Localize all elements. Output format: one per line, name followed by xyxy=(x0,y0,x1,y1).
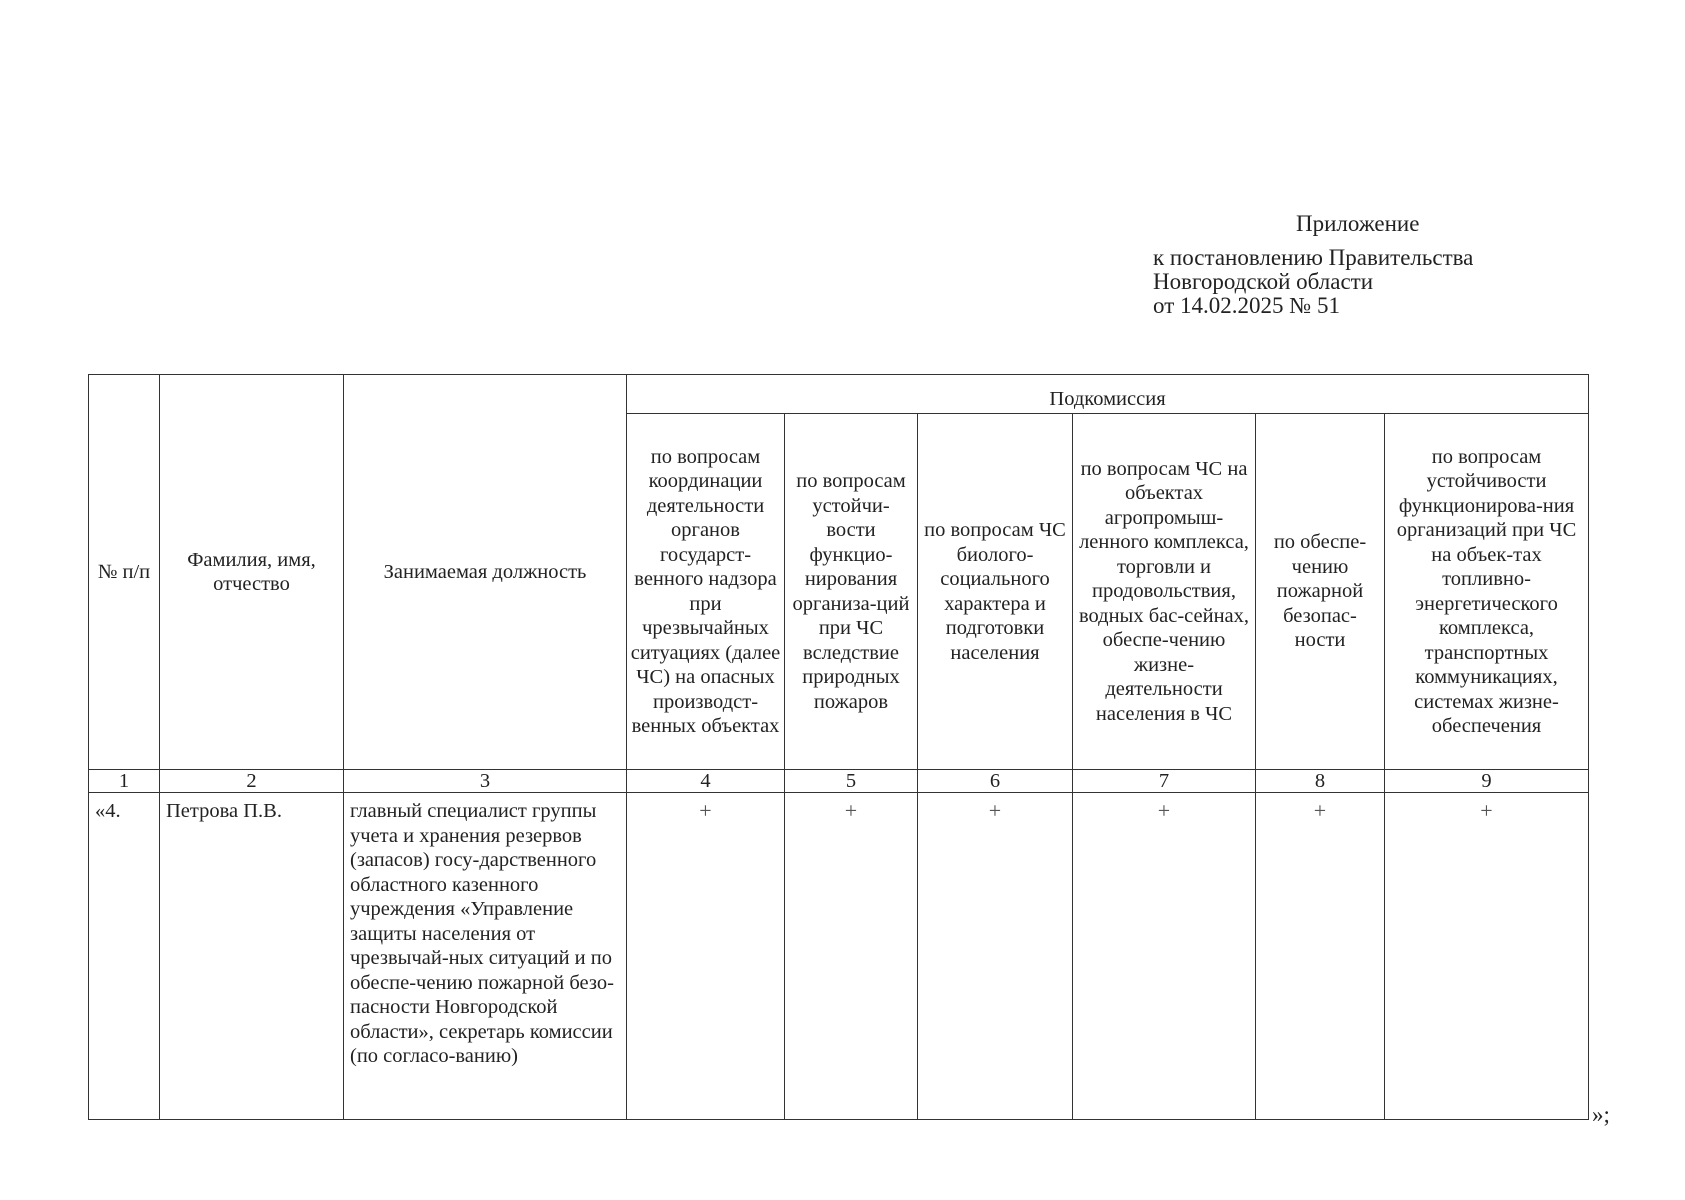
membership-mark: + xyxy=(988,798,1002,823)
column-number: 9 xyxy=(1385,770,1589,793)
membership-mark: + xyxy=(1157,798,1171,823)
column-number: 6 xyxy=(918,770,1073,793)
membership-mark: + xyxy=(1480,798,1493,823)
header-sub-8: по обеспе-чению пожарной безопас-ности xyxy=(1256,414,1385,770)
membership-mark: + xyxy=(699,798,712,823)
header-sub-5: по вопросам устойчи-вости функцио-нирования организа-ций при ЧС вследствие природных пожаров xyxy=(785,414,918,770)
commission-table xyxy=(88,374,1589,1120)
row-num: «4. xyxy=(89,793,160,1120)
header-name: Фамилия, имя, отчество xyxy=(160,375,344,770)
appendix-header xyxy=(1153,212,1473,318)
appendix-line-3: от 14.02.2025 № 51 xyxy=(1153,293,1340,318)
membership-mark: + xyxy=(844,798,858,823)
column-number: 7 xyxy=(1073,770,1256,793)
header-subcommission: Подкомиссия xyxy=(627,375,1589,414)
row-position: главный специалист группы учета и хранения резервов (запасов) госу-дарственного областного казенного учреждения «Управление защиты населения от чрезвычай-ных ситуаций и по обеспе-чению пожарной безо-пасности Новгородской области», секретарь комиссии (по согласо-ванию) xyxy=(344,793,627,1120)
column-number: 1 xyxy=(89,770,160,793)
header-sub-7: по вопросам ЧС на объектах агропромыш-ленного комплекса, торговли и продовольствия, водных бас-сейнах, обеспе-чению жизне-деятельности населения в ЧС xyxy=(1073,414,1256,770)
column-number: 5 xyxy=(785,770,918,793)
row-name: Петрова П.В. xyxy=(160,793,344,1120)
header-position: Занимаемая должность xyxy=(344,375,627,770)
header-num: № п/п xyxy=(89,375,160,770)
appendix-line-2: Новгородской области xyxy=(1153,269,1374,294)
column-number: 4 xyxy=(627,770,785,793)
column-number: 2 xyxy=(160,770,344,793)
header-sub-4: по вопросам координации деятельности органов государст-венного надзора при чрезвычайных ситуациях (далее ЧС) на опасных производст-венных объектах xyxy=(627,414,785,770)
closing-quote: »; xyxy=(1592,1102,1610,1127)
appendix-line-1: к постановлению Правительства xyxy=(1153,245,1474,270)
column-number: 8 xyxy=(1256,770,1385,793)
column-number: 3 xyxy=(344,770,627,793)
membership-mark: + xyxy=(1313,798,1327,823)
appendix-title: Приложение xyxy=(1296,211,1420,236)
table-row xyxy=(89,793,1589,1120)
header-sub-6: по вопросам ЧС биолого-социального характера и подготовки населения xyxy=(918,414,1073,770)
header-sub-9: по вопросам устойчивости функционирова-ния организаций при ЧС на объек-тах топливно-энергетического комплекса, транспортных коммуникациях, системах жизне-обеспечения xyxy=(1385,414,1589,770)
